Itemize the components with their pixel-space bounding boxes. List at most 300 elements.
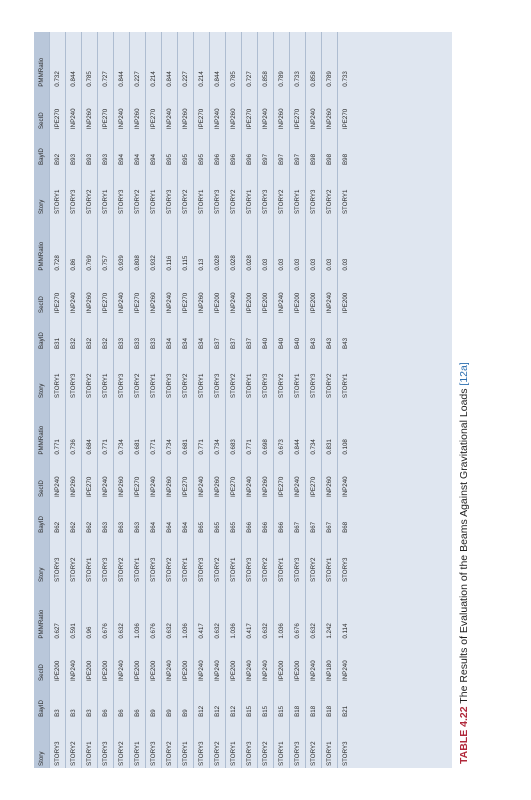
table-cell: INP240	[278, 292, 285, 314]
table-cell: INP240	[342, 660, 349, 681]
column-header: PMMRatio	[38, 425, 45, 455]
table-cell: 0.728	[54, 255, 61, 271]
table-cell: INP240	[70, 108, 77, 130]
table-cell: B64	[150, 521, 157, 533]
table-cell: STORY1	[198, 189, 205, 215]
table-cell: INP240	[246, 660, 253, 681]
column-header: SecID	[38, 296, 45, 314]
table-cell: 0.227	[134, 71, 141, 87]
table-cell: 0.844	[70, 71, 77, 87]
table-cell: STORY1	[294, 189, 301, 215]
table-cell: INP260	[326, 108, 333, 130]
table-cell: B15	[262, 705, 269, 717]
table-cell: STORY3	[118, 373, 125, 399]
table-row	[98, 32, 114, 768]
table-cell: B65	[214, 521, 221, 533]
table-cell: STORY2	[70, 557, 77, 583]
table-cell: B34	[166, 337, 173, 349]
table-cell: INP240	[70, 292, 77, 314]
table-cell: 0.028	[246, 255, 253, 271]
table-cell: STORY2	[134, 373, 141, 399]
table-cell: INP240	[246, 476, 253, 498]
table-title: The Results of Evaluation of the Beams Against Gravitational Loads	[458, 388, 470, 704]
table-cell: B40	[262, 337, 269, 349]
results-table	[34, 32, 353, 768]
table-cell: STORY2	[118, 741, 125, 766]
table-cell: INP260	[182, 108, 189, 130]
table-cell: STORY3	[294, 557, 301, 583]
table-cell: INP240	[326, 292, 333, 314]
table-cell: STORY3	[54, 557, 61, 583]
table-cell: IPE200	[182, 660, 189, 681]
table-cell: INP240	[310, 108, 317, 130]
table-row	[178, 32, 194, 768]
table-cell: B43	[310, 337, 317, 349]
table-cell: IPE270	[86, 476, 93, 498]
table-cell: 0.632	[118, 623, 125, 639]
column-header: PMMRatio	[38, 609, 45, 639]
table-cell: B97	[262, 153, 269, 165]
table-cell: INP260	[326, 476, 333, 498]
table-cell: 0.03	[310, 258, 317, 271]
table-cell: 0.03	[294, 258, 301, 271]
table-cell: 0.417	[246, 623, 253, 639]
table-cell: STORY3	[166, 373, 173, 399]
table-cell: STORY3	[310, 189, 317, 215]
table-cell: STORY3	[310, 373, 317, 399]
table-cell: STORY3	[262, 373, 269, 399]
table-cell: STORY1	[182, 741, 189, 766]
table-cell: B64	[182, 521, 189, 533]
table-cell: 0.858	[262, 71, 269, 87]
table-cell: STORY1	[326, 741, 333, 766]
table-cell: 0.627	[54, 623, 61, 639]
table-cell: B93	[70, 153, 77, 165]
table-body	[50, 32, 354, 768]
table-cell: STORY2	[118, 557, 125, 583]
table-caption	[458, 34, 470, 764]
table-cell: IPE270	[198, 108, 205, 130]
table-cell: 0.681	[134, 439, 141, 455]
table-cell: B97	[278, 153, 285, 165]
table-cell: IPE270	[310, 476, 317, 498]
table-cell: IPE200	[310, 292, 317, 314]
table-cell: STORY2	[310, 741, 317, 766]
table-row	[114, 32, 130, 768]
table-cell: 0.86	[70, 258, 77, 271]
table-cell: 0.591	[70, 623, 77, 639]
table-cell: INP240	[118, 292, 125, 314]
table-cell: 0.831	[326, 439, 333, 455]
table-cell: B6	[102, 709, 109, 717]
table-cell: INP180	[326, 660, 333, 681]
table-cell: STORY1	[326, 557, 333, 583]
table-cell: STORY1	[134, 741, 141, 766]
column-header: BayID	[38, 332, 45, 349]
table-cell: B93	[102, 153, 109, 165]
table-cell: IPE200	[54, 660, 61, 681]
column-header: PMMRatio	[38, 241, 45, 271]
table-cell: B37	[214, 337, 221, 349]
table-cell: 0.676	[294, 623, 301, 639]
table-cell: B3	[54, 709, 61, 717]
table-cell: 0.858	[310, 71, 317, 87]
table-row	[130, 32, 146, 768]
table-cell: B67	[326, 521, 333, 533]
table-cell: STORY1	[230, 741, 237, 766]
table-cell: IPE270	[230, 476, 237, 498]
table-cell: INP260	[262, 476, 269, 498]
table-cell: 0.03	[326, 258, 333, 271]
column-header: SecID	[38, 664, 45, 681]
table-cell: B98	[310, 153, 317, 165]
table-cell: 0.785	[86, 71, 93, 87]
table-cell: STORY2	[86, 189, 93, 215]
table-cell: IPE200	[134, 660, 141, 681]
table-cell: INP240	[230, 292, 237, 314]
table-cell: INP260	[86, 292, 93, 314]
table-cell: INP240	[214, 660, 221, 681]
table-cell: B9	[150, 709, 157, 717]
table-cell: INP260	[134, 108, 141, 130]
citation-link[interactable]: [12a]	[458, 362, 470, 386]
table-row	[258, 32, 274, 768]
table-cell: STORY3	[198, 557, 205, 583]
column-header: Story	[38, 383, 45, 399]
table-cell: B18	[326, 705, 333, 717]
table-cell: B97	[294, 153, 301, 165]
table-cell: B92	[54, 153, 61, 165]
table-cell: 0.771	[150, 439, 157, 455]
table-cell: INP240	[166, 660, 173, 681]
column-header: BayID	[38, 148, 45, 165]
table-cell: 0.789	[326, 71, 333, 87]
table-cell: STORY2	[166, 557, 173, 583]
table-cell: B34	[182, 337, 189, 349]
table-cell: INP240	[262, 108, 269, 130]
table-cell: B3	[70, 709, 77, 717]
table-cell: B68	[342, 521, 349, 533]
table-cell: STORY1	[54, 189, 61, 215]
table-cell: STORY2	[214, 557, 221, 583]
table-cell: 0.214	[150, 71, 157, 87]
table-row	[338, 32, 354, 768]
table-cell: INP240	[166, 292, 173, 314]
table-cell: STORY2	[262, 741, 269, 766]
table-cell: B93	[86, 153, 93, 165]
table-cell: INP260	[230, 108, 237, 130]
table-cell: INP260	[166, 476, 173, 498]
table-cell: INP260	[70, 476, 77, 498]
table-cell: 0.727	[102, 71, 109, 87]
table-cell: IPE200	[102, 660, 109, 681]
table-cell: 0.681	[182, 439, 189, 455]
table-cell: STORY3	[262, 189, 269, 215]
table-cell: 0.733	[342, 71, 349, 87]
table-cell: INP240	[214, 108, 221, 130]
column-header: SecID	[38, 480, 45, 498]
table-header-row	[34, 32, 50, 768]
table-cell: 0.114	[342, 623, 349, 639]
table-cell: IPE270	[246, 108, 253, 130]
table-cell: B66	[246, 521, 253, 533]
table-row	[242, 32, 258, 768]
table-cell: 0.808	[134, 255, 141, 271]
table-cell: B18	[294, 705, 301, 717]
table-cell: B3	[86, 709, 93, 717]
table-cell: STORY1	[134, 557, 141, 583]
table-cell: 0.115	[182, 255, 189, 271]
table-cell: STORY2	[262, 557, 269, 583]
table-cell: 0.632	[214, 623, 221, 639]
table-cell: IPE270	[294, 108, 301, 130]
table-cell: B6	[134, 709, 141, 717]
column-header: BayID	[38, 700, 45, 717]
table-cell: 0.683	[230, 439, 237, 455]
table-cell: B62	[86, 521, 93, 533]
table-cell: 0.769	[86, 255, 93, 271]
table-cell: STORY1	[342, 189, 349, 215]
table-cell: B63	[118, 521, 125, 533]
table-row	[50, 32, 66, 768]
table-cell: B21	[342, 705, 349, 717]
table-cell: STORY1	[182, 557, 189, 583]
table-cell: B67	[310, 521, 317, 533]
table-cell: B94	[150, 153, 157, 165]
table-cell: STORY3	[70, 373, 77, 399]
table-cell: B12	[214, 705, 221, 717]
table-cell: B33	[118, 337, 125, 349]
table-cell: 0.789	[278, 71, 285, 87]
table-cell: STORY2	[230, 189, 237, 215]
table-cell: INP240	[262, 660, 269, 681]
table-cell: INP260	[118, 476, 125, 498]
table-cell: INP260	[86, 108, 93, 130]
table-cell: STORY3	[166, 189, 173, 215]
table-cell: STORY2	[278, 373, 285, 399]
table-cell: INP240	[166, 108, 173, 130]
table-cell: 0.771	[198, 439, 205, 455]
table-cell: STORY3	[54, 741, 61, 766]
table-cell: INP260	[198, 292, 205, 314]
table-cell: B40	[278, 337, 285, 349]
table-cell: B34	[198, 337, 205, 349]
table-cell: B62	[54, 521, 61, 533]
table-cell: INP240	[102, 476, 109, 498]
table-cell: INP260	[214, 476, 221, 498]
table-cell: IPE200	[342, 292, 349, 314]
table-cell: B95	[182, 153, 189, 165]
table-cell: 0.844	[294, 439, 301, 455]
table-row	[290, 32, 306, 768]
table-cell: 0.734	[118, 439, 125, 455]
table-cell: IPE270	[182, 292, 189, 314]
table-cell: B66	[278, 521, 285, 533]
table-cell: B32	[102, 337, 109, 349]
table-cell: 0.771	[102, 439, 109, 455]
table-cell: 0.227	[182, 71, 189, 87]
table-cell: B9	[166, 709, 173, 717]
table-cell: STORY1	[150, 189, 157, 215]
table-cell: 1.036	[134, 623, 141, 639]
table-cell: 1.036	[182, 623, 189, 639]
table-row	[306, 32, 322, 768]
table-cell: B32	[86, 337, 93, 349]
table-cell: STORY3	[214, 189, 221, 215]
table-cell: 0.932	[150, 255, 157, 271]
table-cell: 0.844	[214, 71, 221, 87]
table-cell: B95	[198, 153, 205, 165]
table-cell: B96	[214, 153, 221, 165]
table-cell: STORY1	[230, 557, 237, 583]
table-cell: STORY1	[86, 741, 93, 766]
table-cell: STORY1	[198, 373, 205, 399]
table-cell: B65	[230, 521, 237, 533]
table-cell: 0.673	[278, 439, 285, 455]
table-cell: IPE270	[278, 476, 285, 498]
table-cell: 0.736	[70, 439, 77, 455]
column-header: SecID	[38, 112, 45, 130]
table-cell: IPE200	[294, 292, 301, 314]
table-cell: B15	[278, 705, 285, 717]
table-cell: B96	[230, 153, 237, 165]
table-cell: IPE200	[262, 292, 269, 314]
table-cell: 0.698	[262, 439, 269, 455]
table-cell: 0.844	[166, 71, 173, 87]
table-cell: B6	[118, 709, 125, 717]
table-cell: INP240	[150, 476, 157, 498]
table-cell: IPE200	[278, 660, 285, 681]
table-cell: 0.684	[86, 439, 93, 455]
table-cell: 0.108	[342, 439, 349, 455]
table-cell: STORY3	[246, 557, 253, 583]
table-cell: B33	[150, 337, 157, 349]
table-cell: 0.771	[54, 439, 61, 455]
table-cell: 0.417	[198, 623, 205, 639]
table-cell: STORY1	[102, 373, 109, 399]
table-cell: INP240	[198, 476, 205, 498]
table-cell: B9	[182, 709, 189, 717]
table-cell: STORY2	[182, 189, 189, 215]
table-cell: 0.734	[310, 439, 317, 455]
table-cell: IPE270	[134, 476, 141, 498]
table-cell: 0.771	[246, 439, 253, 455]
table-cell: 0.13	[198, 258, 205, 271]
table-cell: 0.732	[54, 71, 61, 87]
table-cell: STORY3	[102, 557, 109, 583]
table-cell: INP240	[310, 660, 317, 681]
table-cell: 0.96	[86, 626, 93, 639]
table-cell: 0.939	[118, 255, 125, 271]
table-cell: IPE200	[150, 660, 157, 681]
table-row	[322, 32, 338, 768]
table-cell: STORY3	[118, 189, 125, 215]
table-row	[194, 32, 210, 768]
table-cell: 0.733	[294, 71, 301, 87]
table-cell: STORY2	[214, 741, 221, 766]
table-cell: 0.03	[342, 258, 349, 271]
table-cell: IPE270	[150, 108, 157, 130]
table-cell: IPE200	[246, 292, 253, 314]
table-cell: STORY1	[150, 373, 157, 399]
table-cell: INP260	[150, 292, 157, 314]
table-cell: 0.785	[230, 71, 237, 87]
table-cell: B66	[262, 521, 269, 533]
table-cell: INP240	[342, 476, 349, 498]
table-cell: IPE200	[294, 660, 301, 681]
table-cell: B31	[54, 337, 61, 349]
table-cell: INP240	[70, 660, 77, 681]
table-cell: IPE200	[86, 660, 93, 681]
table-cell: IPE270	[54, 292, 61, 314]
table-cell: 0.676	[150, 623, 157, 639]
table-cell: B33	[134, 337, 141, 349]
table-row	[66, 32, 82, 768]
table-cell: B18	[310, 705, 317, 717]
table-cell: B15	[246, 705, 253, 717]
table-cell: STORY1	[278, 557, 285, 583]
table-cell: STORY3	[246, 741, 253, 766]
table-cell: 1.036	[230, 623, 237, 639]
column-header: PMMRatio	[38, 57, 45, 87]
table-cell: 0.727	[246, 71, 253, 87]
table-cell: B43	[342, 337, 349, 349]
table-cell: B98	[326, 153, 333, 165]
table-cell: IPE200	[214, 292, 221, 314]
table-cell: STORY3	[342, 741, 349, 766]
table-cell: INP240	[118, 660, 125, 681]
table-row	[226, 32, 242, 768]
table-cell: STORY2	[86, 373, 93, 399]
table-cell: STORY2	[166, 741, 173, 766]
table-row	[82, 32, 98, 768]
table-cell: STORY2	[326, 189, 333, 215]
table-row	[146, 32, 162, 768]
table-cell: 0.757	[102, 255, 109, 271]
table-cell: STORY2	[310, 557, 317, 583]
table-cell: B98	[342, 153, 349, 165]
table-row	[210, 32, 226, 768]
table-cell: B12	[198, 705, 205, 717]
table-cell: STORY3	[198, 741, 205, 766]
table-cell: B62	[70, 521, 77, 533]
column-header: Story	[38, 751, 45, 766]
table-cell: INP240	[198, 660, 205, 681]
table-cell: B65	[198, 521, 205, 533]
table-cell: B37	[230, 337, 237, 349]
table-cell: 1.036	[278, 623, 285, 639]
table-cell: INP240	[294, 476, 301, 498]
table-cell: B12	[230, 705, 237, 717]
table-cell: STORY1	[86, 557, 93, 583]
results-table-container	[34, 32, 452, 768]
table-cell: STORY2	[326, 373, 333, 399]
table-cell: STORY3	[102, 741, 109, 766]
table-cell: IPE270	[182, 476, 189, 498]
table-cell: B63	[134, 521, 141, 533]
table-cell: STORY3	[342, 557, 349, 583]
table-cell: STORY1	[278, 741, 285, 766]
table-cell: STORY3	[70, 189, 77, 215]
table-cell: B64	[166, 521, 173, 533]
table-cell: 0.028	[214, 255, 221, 271]
table-cell: 0.734	[166, 439, 173, 455]
table-cell: STORY1	[246, 373, 253, 399]
table-cell: INP260	[278, 108, 285, 130]
table-cell: INP240	[54, 476, 61, 498]
table-cell: IPE200	[230, 660, 237, 681]
table-cell: 0.214	[198, 71, 205, 87]
